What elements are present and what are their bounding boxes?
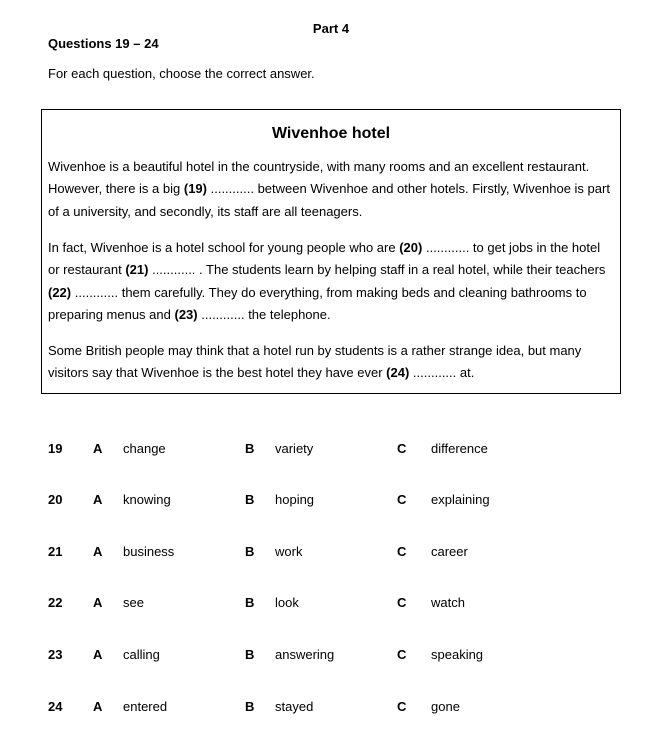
option-c[interactable]: career (431, 544, 468, 559)
option-letter-b: B (245, 595, 255, 610)
passage-line (48, 282, 620, 304)
blank-23: ............ (201, 306, 245, 322)
question-number: 20 (48, 492, 63, 507)
text-segment: to get jobs in the hotel (469, 240, 601, 255)
text-segment: visitors say that Wivenhoe is the best hotel they have ever (48, 365, 387, 381)
question-22-marker: (22) (48, 284, 72, 300)
option-letter-c: C (397, 699, 407, 714)
paragraph-3 (48, 340, 620, 385)
passage-line (48, 201, 620, 223)
option-a[interactable]: change (123, 441, 166, 456)
option-letter-a: A (93, 595, 103, 610)
option-c[interactable]: explaining (431, 492, 490, 507)
blank-19: ............ (210, 181, 254, 197)
option-letter-a: A (93, 492, 103, 507)
text-segment: or restaurant (48, 262, 126, 278)
option-a[interactable]: see (123, 595, 144, 610)
option-c[interactable]: difference (431, 441, 488, 456)
question-row-21 (0, 544, 646, 564)
option-a[interactable]: business (123, 544, 175, 559)
question-row-22 (0, 595, 646, 615)
option-letter-a: A (93, 699, 103, 714)
passage-line (48, 340, 620, 362)
option-letter-b: B (245, 647, 255, 662)
text-segment: of a university, and secondly, its staff are all teenagers. (48, 203, 363, 219)
question-24-marker: (24) (386, 365, 410, 381)
question-number: 19 (48, 441, 63, 456)
option-b[interactable]: variety (275, 441, 314, 456)
questions-heading: Questions 19 – 24 (48, 36, 159, 51)
question-21-marker: (21) (125, 262, 149, 278)
text-segment: preparing menus and (48, 306, 175, 322)
passage-line (48, 178, 620, 200)
passage-line (48, 237, 620, 259)
question-number: 23 (48, 647, 63, 662)
option-letter-b: B (245, 699, 255, 714)
option-b[interactable]: answering (275, 647, 335, 662)
passage-box (41, 109, 621, 394)
question-number: 22 (48, 595, 63, 610)
option-b[interactable]: look (275, 595, 299, 610)
option-letter-c: C (397, 441, 407, 456)
option-letter-b: B (245, 544, 255, 559)
question-23-marker: (23) (174, 306, 198, 322)
text-segment: at. (456, 365, 475, 381)
text-segment: the telephone. (244, 306, 331, 322)
instruction-text: For each question, choose the correct answer. (48, 66, 315, 81)
option-a[interactable]: calling (123, 647, 160, 662)
passage-title: Wivenhoe hotel (271, 125, 391, 142)
text-segment: them carefully. They do everything, from making beds and cleaning bathrooms to (118, 284, 587, 300)
option-letter-c: C (397, 595, 407, 610)
text-segment: However, there is a big (48, 181, 184, 197)
question-19-marker: (19) (183, 181, 207, 197)
option-letter-b: B (245, 441, 255, 456)
option-letter-a: A (93, 441, 103, 456)
option-letter-c: C (397, 647, 407, 662)
text-segment: between Wivenhoe and other hotels. Firstly, Wivenhoe is part (253, 181, 610, 197)
option-c[interactable]: watch (431, 595, 465, 610)
option-b[interactable]: hoping (275, 492, 315, 507)
option-letter-a: A (93, 544, 103, 559)
blank-24: ............ (412, 365, 457, 381)
text-segment: . The students learn by helping staff in a real hotel, while their teachers (195, 262, 606, 278)
question-20-marker: (20) (399, 240, 423, 255)
option-b[interactable]: work (275, 544, 303, 559)
text-segment: In fact, Wivenhoe is a hotel school for young people who are (48, 240, 400, 255)
option-letter-c: C (397, 544, 407, 559)
option-c[interactable]: speaking (431, 647, 484, 662)
passage-line (48, 304, 620, 326)
option-b[interactable]: stayed (275, 699, 314, 714)
question-number: 21 (48, 544, 63, 559)
blank-20: ............ (425, 240, 470, 255)
passage-line (48, 362, 620, 384)
option-letter-a: A (93, 647, 103, 662)
question-row-20 (0, 492, 646, 512)
text-segment: Some British people may think that a hotel run by students is a rather strange idea, but many (48, 343, 582, 358)
option-a[interactable]: entered (123, 699, 168, 714)
option-letter-b: B (245, 492, 255, 507)
option-a[interactable]: knowing (123, 492, 171, 507)
question-row-23 (0, 647, 646, 667)
option-c[interactable]: gone (431, 699, 460, 714)
option-letter-c: C (397, 492, 407, 507)
blank-22: ............ (74, 284, 119, 300)
part-title: Part 4 (312, 21, 350, 36)
paragraph-1 (48, 156, 620, 223)
passage-line (48, 156, 620, 178)
question-number: 24 (48, 699, 63, 714)
question-row-24 (0, 699, 646, 719)
paragraph-2 (48, 237, 620, 326)
passage-line (48, 259, 620, 281)
question-row-19 (0, 441, 646, 461)
blank-21: ............ (152, 262, 196, 278)
text-segment: Wivenhoe is a beautiful hotel in the countryside, with many rooms and an excellent restaurant. (48, 159, 590, 174)
